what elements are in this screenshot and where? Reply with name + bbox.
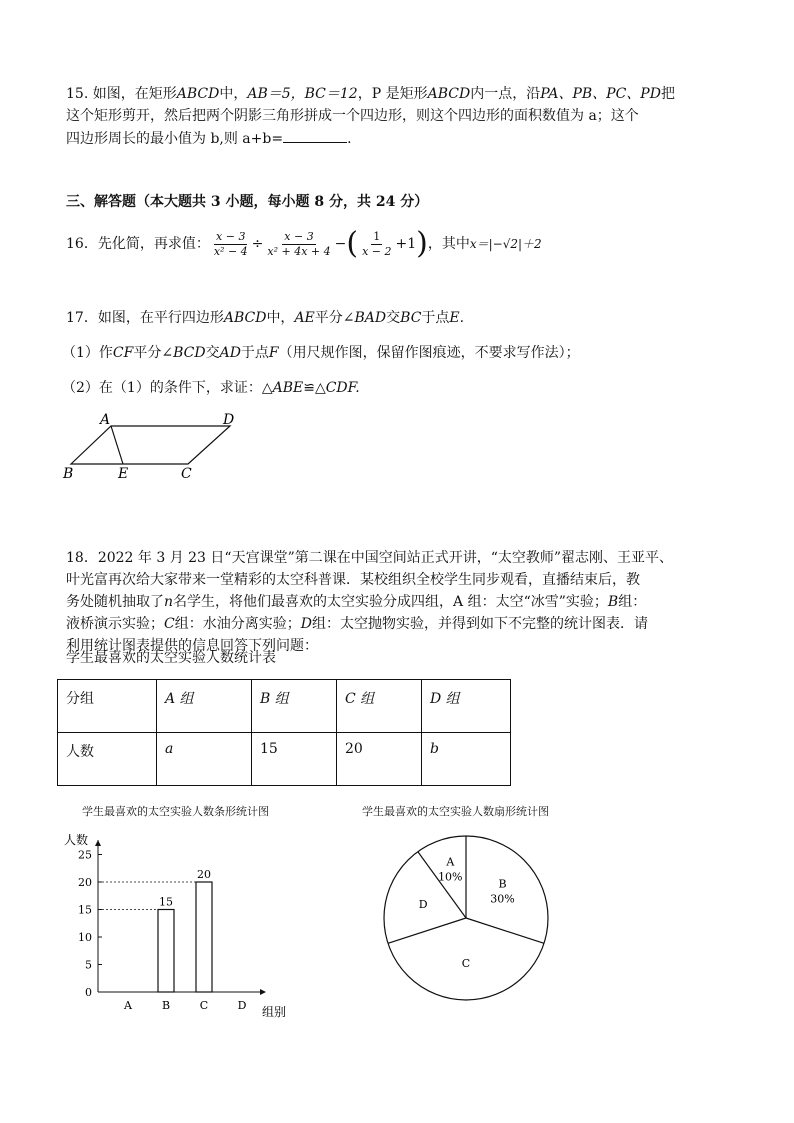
bar-chart-title: 学生最喜欢的太空实验人数条形统计图 xyxy=(82,805,269,818)
plus-one: +1 xyxy=(395,236,417,252)
bar-data-label: 15 xyxy=(159,895,173,909)
q15-var: ABCD xyxy=(427,86,471,102)
pie-slice-edge xyxy=(466,918,544,943)
bar-y-tick-label: 20 xyxy=(78,876,92,889)
q18-var: C xyxy=(164,616,175,632)
fraction-1: $\frac{x - 3}{\text{x² − 4}}$ xyxy=(213,229,248,258)
table-row xyxy=(58,733,511,786)
left-paren: ( xyxy=(346,226,359,261)
bar-x-tick-label: A xyxy=(124,999,132,1012)
pie-slice-label: A xyxy=(446,855,455,869)
q18-line3 xyxy=(66,592,646,612)
pie-slice-label: D xyxy=(418,898,428,912)
bar xyxy=(158,910,174,993)
q15-text: 四边形周长的最小值为 b,则 a+b= xyxy=(66,131,284,147)
pie-slice-percent: 10% xyxy=(438,870,463,884)
table-cell: A 组 xyxy=(157,680,252,733)
point-label-a: A xyxy=(100,412,111,428)
q18-text: 务处随机抽取了 xyxy=(66,594,164,610)
bar-y-axis-label: 人数 xyxy=(64,833,89,847)
q15-text: 把 xyxy=(660,86,675,102)
q17-var: AD xyxy=(219,345,241,361)
q15-text: . xyxy=(347,131,352,147)
q17-var: CDF. xyxy=(325,380,360,396)
segment-ae xyxy=(111,426,123,464)
pie-slice-edge xyxy=(388,918,466,943)
minus-sign: − xyxy=(334,236,347,252)
table-cell: D 组 xyxy=(422,680,511,733)
q16-where: ，其中 xyxy=(427,236,470,252)
point-label-b: B xyxy=(63,466,74,482)
q17-line1 xyxy=(66,308,464,328)
q15-text: 15. 如图，在矩形 xyxy=(66,86,177,102)
q18-var: D xyxy=(300,616,312,632)
q16-xvalue: x＝|−√2|＋2 xyxy=(469,237,542,251)
bar-chart xyxy=(58,822,298,1022)
table-cell: C 组 xyxy=(337,680,422,733)
q17-text: 交 xyxy=(386,310,401,326)
table-cell: 15 xyxy=(252,733,337,786)
q17-text: 中， xyxy=(266,310,295,326)
fraction-3: $\frac{1}{x - 2}$ xyxy=(362,229,392,258)
q17-var: BAD xyxy=(354,310,387,326)
q15-var: PA、PB、PC、PD xyxy=(540,86,661,102)
stats-table xyxy=(57,679,511,786)
q15-line1 xyxy=(66,84,675,104)
point-label-c: C xyxy=(181,466,192,482)
q18-text: 组： xyxy=(618,594,647,610)
q15-text: ，P 是矩形 xyxy=(357,86,428,102)
q17-text: ≌△ xyxy=(303,380,326,396)
q18-line1: 18．2022 年 3 月 23 日“天宫课堂”第二课在中国空间站正式开讲，“太空教师”翟志刚、王亚平、 xyxy=(66,550,674,566)
q18-text: 组：水油分离实验； xyxy=(174,616,301,632)
q17-text: 17．如图，在平行四边形 xyxy=(66,310,224,326)
q17-var: ABE xyxy=(272,380,304,396)
q17-part2 xyxy=(62,378,360,398)
q15-line3 xyxy=(66,128,352,149)
divide-sign: ÷ xyxy=(251,236,264,252)
table-cell: 人数 xyxy=(58,733,157,786)
table-cell: 20 xyxy=(337,733,422,786)
q15-var: ABCD xyxy=(176,86,220,102)
bar-y-tick-label: 10 xyxy=(78,931,92,944)
q17-text: （用尺规作图，保留作图痕迹，不要求写作法）； xyxy=(278,345,580,361)
q17-var: BC xyxy=(400,310,422,326)
bar-x-tick-label: B xyxy=(161,999,171,1012)
bar-y-tick-label: 0 xyxy=(85,986,92,999)
table-title: 学生最喜欢的太空实验人数统计表 xyxy=(66,650,276,666)
q15-text: 内一点，沿 xyxy=(470,86,541,102)
bar-x-axis-label: 组别 xyxy=(262,1005,287,1019)
q17-var: BCD xyxy=(173,345,206,361)
pie-slice-percent: 30% xyxy=(490,892,515,906)
parallelogram-abcd xyxy=(71,426,230,464)
table-row xyxy=(58,680,511,733)
q17-var: F xyxy=(268,345,279,361)
q15-line2: 这个矩形剪开，然后把两个阴影三角形拼成一个四边形，则这个四边形的面积数值为 a；这个 xyxy=(66,108,639,124)
q18-var: B xyxy=(607,594,619,610)
table-cell: a xyxy=(157,733,252,786)
bar xyxy=(196,882,212,992)
point-label-e: E xyxy=(118,466,129,482)
q15-var: AB＝5，BC＝12 xyxy=(247,86,358,102)
table-cell: b xyxy=(422,733,511,786)
q17-text: 于点 xyxy=(421,310,450,326)
point-label-d: D xyxy=(223,412,235,428)
q17-var: AE xyxy=(294,310,315,326)
q17-text: （2）在（1）的条件下，求证：△ xyxy=(62,380,273,396)
q18-text: 名学生，将他们最喜欢的太空实验分成四组，A 组：太空“冰雪”实验； xyxy=(173,594,608,610)
pie-chart xyxy=(380,832,556,1008)
answer-blank xyxy=(283,128,347,143)
q18-text: 组：太空抛物实验，并得到如下不完整的统计图表．请 xyxy=(311,616,648,632)
bar-x-tick-label: D xyxy=(237,999,247,1012)
q17-var: ABCD xyxy=(223,310,267,326)
table-cell: 分组 xyxy=(58,680,157,733)
q18-line2: 叶光富再次给大家带来一堂精彩的太空科普课．某校组织全校学生同步观看，直播结束后，教 xyxy=(66,572,640,588)
q18-var: n xyxy=(164,594,174,610)
pie-slice-label: B xyxy=(498,877,507,891)
q17-text: 平分∠ xyxy=(133,345,174,361)
parallelogram-figure xyxy=(58,408,248,484)
q17-text: 平分∠ xyxy=(314,310,355,326)
q15-text: 中， xyxy=(219,86,248,102)
q17-text: （1）作 xyxy=(62,345,113,361)
bar-data-label: 20 xyxy=(197,868,211,881)
bar-y-tick-label: 15 xyxy=(78,903,92,917)
fraction-2: $\frac{x - 3}{\text{x² + 4x + 4}}$ xyxy=(267,229,331,258)
q18-line4 xyxy=(66,614,648,634)
q17-text: 交 xyxy=(205,345,220,361)
section-heading: 三、解答题（本大题共 3 小题，每小题 8 分，共 24 分） xyxy=(66,194,429,210)
q17-var: CF xyxy=(112,345,134,361)
q17-var: E. xyxy=(449,310,465,326)
q17-part1 xyxy=(62,343,580,363)
q16-prefix: 16．先化简，再求值： xyxy=(66,236,210,252)
q17-text: 于点 xyxy=(240,345,269,361)
pie-slice-label: C xyxy=(461,957,471,971)
bar-y-axis-arrow xyxy=(95,840,101,846)
bar-x-axis-arrow xyxy=(260,989,266,995)
bar-x-tick-label: C xyxy=(199,999,209,1012)
q18-text: 液桥演示实验； xyxy=(66,616,164,632)
pie-chart-title: 学生最喜欢的太空实验人数扇形统计图 xyxy=(362,805,549,818)
table-cell: B 组 xyxy=(252,680,337,733)
q16-line xyxy=(66,226,542,262)
right-paren: ) xyxy=(416,226,428,261)
bar-y-tick-label: 5 xyxy=(85,958,92,972)
bar-y-tick-label: 25 xyxy=(78,848,92,862)
q18-line5: 利用统计图表提供的信息回答下列问题： xyxy=(66,638,318,654)
